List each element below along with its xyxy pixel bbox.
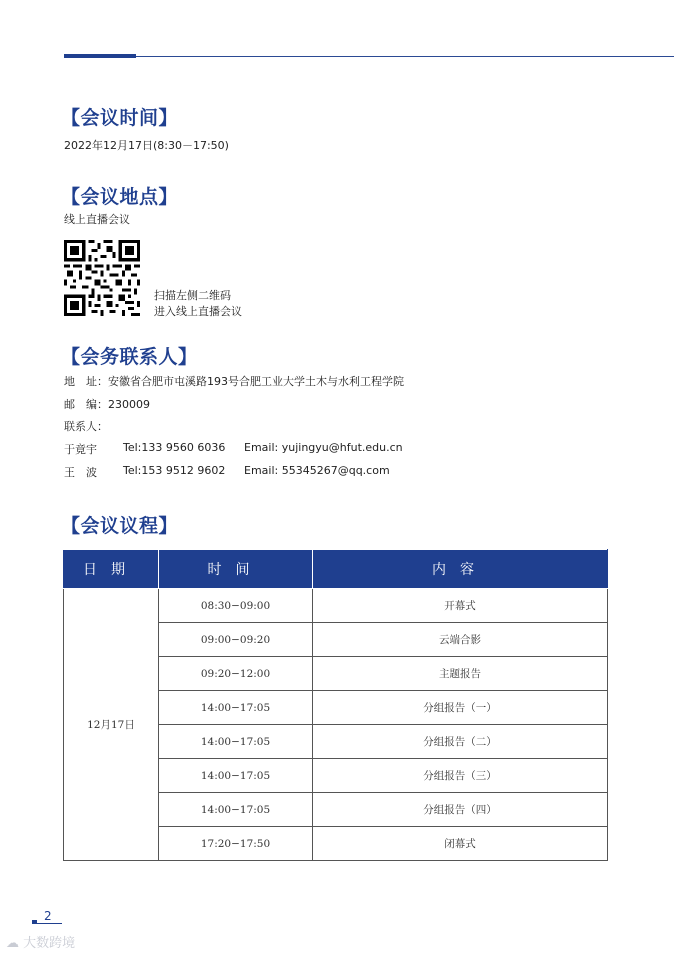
contact-tel: Tel:153 9512 9602 — [123, 464, 226, 477]
meeting-time-value: 2022年12月17日(8:30－17:50) — [64, 139, 229, 152]
agenda-time-cell: 08:30−09:00 — [159, 589, 313, 623]
agenda-content-cell: 云端合影 — [313, 623, 608, 657]
watermark-logo-icon: ☁ — [6, 936, 19, 951]
meeting-location-value: 线上直播会议 — [64, 213, 130, 226]
agenda-content-cell: 分组报告（四） — [313, 793, 608, 827]
agenda-time-cell: 09:20−12:00 — [159, 657, 313, 691]
agenda-time-cell: 14:00−17:05 — [159, 725, 313, 759]
page-number-rule — [32, 923, 62, 924]
agenda-content-cell: 分组报告（一） — [313, 691, 608, 725]
agenda-date-cell: 12月17日 — [64, 589, 159, 861]
column-header-content: 内容 — [313, 550, 608, 589]
contact-address: 地 址：安徽省合肥市屯溪路193号合肥工业大学土木与水利工程学院 — [64, 375, 404, 388]
agenda-content-cell: 分组报告（二） — [313, 725, 608, 759]
qr-code-icon[interactable] — [64, 240, 140, 316]
column-header-date: 日期 — [64, 550, 159, 589]
heading-meeting-location: 【会议地点】 — [61, 186, 179, 208]
contact-name: 于竟宇 — [64, 443, 97, 456]
page-number: 2 — [44, 909, 52, 923]
agenda-header-row — [64, 550, 608, 589]
top-rule — [64, 56, 674, 57]
agenda-time-cell: 14:00−17:05 — [159, 759, 313, 793]
qr-caption-line1: 扫描左侧二维码 — [154, 289, 231, 302]
contact-tel: Tel:133 9560 6036 — [123, 441, 226, 454]
contact-email[interactable]: Email: yujingyu@hfut.edu.cn — [244, 441, 403, 454]
watermark — [6, 932, 75, 951]
top-rule-accent — [64, 54, 136, 58]
contact-postcode: 邮 编：230009 — [64, 398, 150, 411]
heading-meeting-time: 【会议时间】 — [61, 107, 179, 129]
contacts-label: 联系人： — [64, 420, 108, 433]
heading-contact: 【会务联系人】 — [61, 346, 198, 368]
agenda-content-cell: 开幕式 — [313, 589, 608, 623]
column-header-time: 时间 — [159, 550, 313, 589]
watermark-text: 大数跨境 — [23, 936, 76, 951]
agenda-content-cell: 闭幕式 — [313, 827, 608, 861]
heading-agenda: 【会议议程】 — [61, 515, 179, 537]
contact-email[interactable]: Email: 55345267@qq.com — [244, 464, 390, 477]
agenda-time-cell: 14:00−17:05 — [159, 691, 313, 725]
table-row — [64, 589, 608, 623]
qr-caption-line2: 进入线上直播会议 — [154, 305, 242, 318]
agenda-content-cell: 主题报告 — [313, 657, 608, 691]
agenda-time-cell: 17:20−17:50 — [159, 827, 313, 861]
agenda-time-cell: 09:00−09:20 — [159, 623, 313, 657]
agenda-content-cell: 分组报告（三） — [313, 759, 608, 793]
agenda-table — [63, 549, 608, 861]
contact-name: 王 波 — [64, 466, 97, 479]
agenda-time-cell: 14:00−17:05 — [159, 793, 313, 827]
